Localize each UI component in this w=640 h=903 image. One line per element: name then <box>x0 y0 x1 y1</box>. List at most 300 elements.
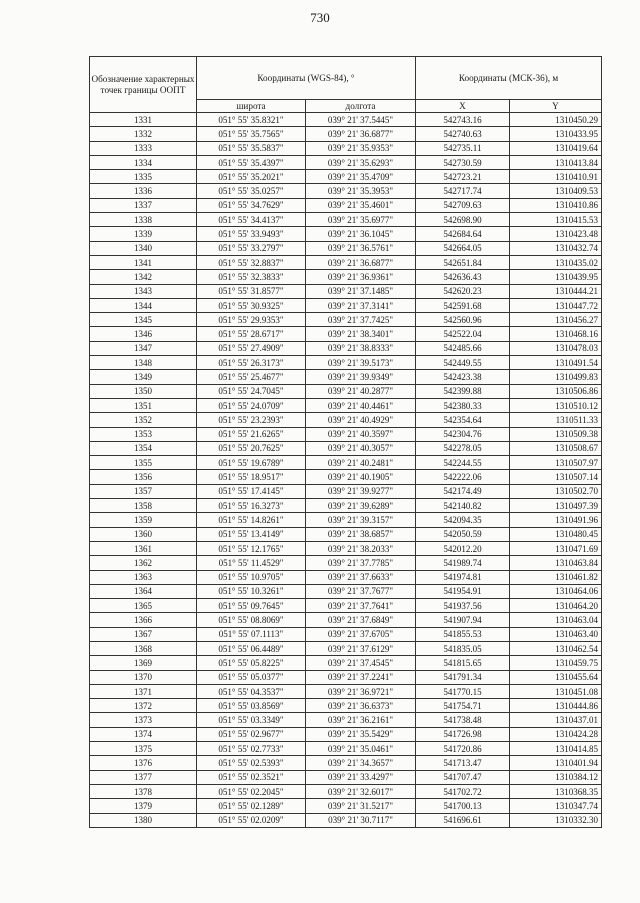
y-cell: 1310463.04 <box>510 613 602 627</box>
x-cell: 542730.59 <box>416 155 510 169</box>
latitude-cell: 051° 55' 24.0709" <box>197 398 306 412</box>
y-cell: 1310459.75 <box>510 656 602 670</box>
point-id-cell: 1370 <box>90 670 197 684</box>
x-cell: 542050.59 <box>416 527 510 541</box>
y-cell: 1310384.12 <box>510 770 602 784</box>
table-row <box>90 470 602 484</box>
latitude-cell: 051° 55' 02.3521" <box>197 770 306 784</box>
x-cell: 542094.35 <box>416 513 510 527</box>
latitude-cell: 051° 55' 02.7733" <box>197 742 306 756</box>
point-id-cell: 1351 <box>90 398 197 412</box>
y-cell: 1310507.14 <box>510 470 602 484</box>
point-id-cell: 1343 <box>90 284 197 298</box>
point-id-cell: 1380 <box>90 813 197 827</box>
header-wgs84: Координаты (WGS-84), ° <box>197 57 416 100</box>
x-cell: 542620.23 <box>416 284 510 298</box>
table-row <box>90 198 602 212</box>
y-cell: 1310433.95 <box>510 127 602 141</box>
longitude-cell: 039° 21' 37.7641" <box>306 599 416 613</box>
longitude-cell: 039° 21' 40.3597" <box>306 427 416 441</box>
table-row <box>90 670 602 684</box>
longitude-cell: 039° 21' 39.9277" <box>306 484 416 498</box>
point-id-cell: 1350 <box>90 384 197 398</box>
longitude-cell: 039° 21' 37.6705" <box>306 627 416 641</box>
table-row <box>90 656 602 670</box>
table-row <box>90 713 602 727</box>
point-id-cell: 1363 <box>90 570 197 584</box>
y-cell: 1310491.54 <box>510 356 602 370</box>
longitude-cell: 039° 21' 35.4601" <box>306 198 416 212</box>
longitude-cell: 039° 21' 40.4461" <box>306 398 416 412</box>
x-cell: 541815.65 <box>416 656 510 670</box>
latitude-cell: 051° 55' 35.4397" <box>197 155 306 169</box>
latitude-cell: 051° 55' 14.8261" <box>197 513 306 527</box>
point-id-cell: 1344 <box>90 298 197 312</box>
x-cell: 542717.74 <box>416 184 510 198</box>
y-cell: 1310461.82 <box>510 570 602 584</box>
latitude-cell: 051° 55' 32.8837" <box>197 255 306 269</box>
table-row <box>90 813 602 827</box>
latitude-cell: 051° 55' 02.5393" <box>197 756 306 770</box>
longitude-cell: 039° 21' 37.2241" <box>306 670 416 684</box>
point-id-cell: 1374 <box>90 727 197 741</box>
point-id-cell: 1352 <box>90 413 197 427</box>
x-cell: 541702.72 <box>416 784 510 798</box>
y-cell: 1310506.86 <box>510 384 602 398</box>
point-id-cell: 1333 <box>90 141 197 155</box>
latitude-cell: 051° 55' 06.4489" <box>197 641 306 655</box>
x-cell: 542174.49 <box>416 484 510 498</box>
table-row <box>90 284 602 298</box>
y-cell: 1310499.83 <box>510 370 602 384</box>
table-row <box>90 784 602 798</box>
point-id-cell: 1346 <box>90 327 197 341</box>
longitude-cell: 039° 21' 36.2161" <box>306 713 416 727</box>
latitude-cell: 051° 55' 11.4529" <box>197 556 306 570</box>
latitude-cell: 051° 55' 03.8569" <box>197 699 306 713</box>
x-cell: 541974.81 <box>416 570 510 584</box>
point-id-cell: 1366 <box>90 613 197 627</box>
longitude-cell: 039° 21' 40.3057" <box>306 441 416 455</box>
point-id-cell: 1361 <box>90 541 197 555</box>
y-cell: 1310413.84 <box>510 155 602 169</box>
header-points: Обозначение характерных точек границы ООПТ <box>90 57 197 113</box>
x-cell: 542140.82 <box>416 499 510 513</box>
latitude-cell: 051° 55' 27.4909" <box>197 341 306 355</box>
x-cell: 541907.94 <box>416 613 510 627</box>
latitude-cell: 051° 55' 02.1289" <box>197 799 306 813</box>
longitude-cell: 039° 21' 39.3157" <box>306 513 416 527</box>
longitude-cell: 039° 21' 36.1045" <box>306 227 416 241</box>
table-row <box>90 341 602 355</box>
x-cell: 542012.20 <box>416 541 510 555</box>
longitude-cell: 039° 21' 30.7117" <box>306 813 416 827</box>
latitude-cell: 051° 55' 33.9493" <box>197 227 306 241</box>
x-cell: 541989.74 <box>416 556 510 570</box>
y-cell: 1310497.39 <box>510 499 602 513</box>
longitude-cell: 039° 21' 38.2033" <box>306 541 416 555</box>
y-cell: 1310410.91 <box>510 170 602 184</box>
x-cell: 542698.90 <box>416 213 510 227</box>
y-cell: 1310507.97 <box>510 456 602 470</box>
x-cell: 542591.68 <box>416 298 510 312</box>
x-cell: 542709.63 <box>416 198 510 212</box>
point-id-cell: 1358 <box>90 499 197 513</box>
longitude-cell: 039° 21' 40.4929" <box>306 413 416 427</box>
longitude-cell: 039° 21' 39.9349" <box>306 370 416 384</box>
latitude-cell: 051° 55' 24.7045" <box>197 384 306 398</box>
table-row <box>90 570 602 584</box>
latitude-cell: 051° 55' 21.6265" <box>197 427 306 441</box>
y-cell: 1310423.48 <box>510 227 602 241</box>
point-id-cell: 1357 <box>90 484 197 498</box>
header-y: Y <box>510 100 602 113</box>
table-row <box>90 398 602 412</box>
longitude-cell: 039° 21' 37.1485" <box>306 284 416 298</box>
latitude-cell: 051° 55' 35.0257" <box>197 184 306 198</box>
y-cell: 1310414.85 <box>510 742 602 756</box>
point-id-cell: 1376 <box>90 756 197 770</box>
x-cell: 542423.38 <box>416 370 510 384</box>
table-row <box>90 170 602 184</box>
longitude-cell: 039° 21' 35.6293" <box>306 155 416 169</box>
point-id-cell: 1340 <box>90 241 197 255</box>
longitude-cell: 039° 21' 38.6857" <box>306 527 416 541</box>
latitude-cell: 051° 55' 19.6789" <box>197 456 306 470</box>
table-row <box>90 270 602 284</box>
longitude-cell: 039° 21' 35.6977" <box>306 213 416 227</box>
y-cell: 1310510.12 <box>510 398 602 412</box>
longitude-cell: 039° 21' 40.1905" <box>306 470 416 484</box>
table-row <box>90 213 602 227</box>
y-cell: 1310511.33 <box>510 413 602 427</box>
longitude-cell: 039° 21' 36.6877" <box>306 255 416 269</box>
point-id-cell: 1337 <box>90 198 197 212</box>
header-longitude: долгота <box>306 100 416 113</box>
point-id-cell: 1342 <box>90 270 197 284</box>
point-id-cell: 1345 <box>90 313 197 327</box>
longitude-cell: 039° 21' 35.3953" <box>306 184 416 198</box>
latitude-cell: 051° 55' 29.9353" <box>197 313 306 327</box>
y-cell: 1310464.20 <box>510 599 602 613</box>
x-cell: 542743.16 <box>416 113 510 127</box>
table-row <box>90 441 602 455</box>
latitude-cell: 051° 55' 32.3833" <box>197 270 306 284</box>
latitude-cell: 051° 55' 04.3537" <box>197 684 306 698</box>
table-row <box>90 127 602 141</box>
latitude-cell: 051° 55' 20.7625" <box>197 441 306 455</box>
x-cell: 542664.05 <box>416 241 510 255</box>
y-cell: 1310437.01 <box>510 713 602 727</box>
y-cell: 1310419.64 <box>510 141 602 155</box>
point-id-cell: 1379 <box>90 799 197 813</box>
point-id-cell: 1355 <box>90 456 197 470</box>
point-id-cell: 1356 <box>90 470 197 484</box>
longitude-cell: 039° 21' 37.3141" <box>306 298 416 312</box>
x-cell: 542222.06 <box>416 470 510 484</box>
longitude-cell: 039° 21' 37.4545" <box>306 656 416 670</box>
table-row <box>90 699 602 713</box>
point-id-cell: 1339 <box>90 227 197 241</box>
x-cell: 541770.15 <box>416 684 510 698</box>
point-id-cell: 1338 <box>90 213 197 227</box>
table-row <box>90 155 602 169</box>
table-row <box>90 227 602 241</box>
latitude-cell: 051° 55' 26.3173" <box>197 356 306 370</box>
latitude-cell: 051° 55' 35.7565" <box>197 127 306 141</box>
y-cell: 1310447.72 <box>510 298 602 312</box>
latitude-cell: 051° 55' 33.2797" <box>197 241 306 255</box>
latitude-cell: 051° 55' 17.4145" <box>197 484 306 498</box>
point-id-cell: 1369 <box>90 656 197 670</box>
point-id-cell: 1365 <box>90 599 197 613</box>
longitude-cell: 039° 21' 36.6373" <box>306 699 416 713</box>
longitude-cell: 039° 21' 35.4709" <box>306 170 416 184</box>
point-id-cell: 1373 <box>90 713 197 727</box>
x-cell: 541726.98 <box>416 727 510 741</box>
y-cell: 1310468.16 <box>510 327 602 341</box>
x-cell: 541954.91 <box>416 584 510 598</box>
latitude-cell: 051° 55' 02.0209" <box>197 813 306 827</box>
x-cell: 542723.21 <box>416 170 510 184</box>
coordinates-table <box>89 56 602 828</box>
table-row <box>90 484 602 498</box>
y-cell: 1310444.86 <box>510 699 602 713</box>
latitude-cell: 051° 55' 05.8225" <box>197 656 306 670</box>
table-row <box>90 513 602 527</box>
point-id-cell: 1378 <box>90 784 197 798</box>
x-cell: 542354.64 <box>416 413 510 427</box>
x-cell: 542244.55 <box>416 456 510 470</box>
longitude-cell: 039° 21' 36.9721" <box>306 684 416 698</box>
point-id-cell: 1341 <box>90 255 197 269</box>
table-row <box>90 141 602 155</box>
x-cell: 542560.96 <box>416 313 510 327</box>
table-row <box>90 727 602 741</box>
y-cell: 1310415.53 <box>510 213 602 227</box>
y-cell: 1310502.70 <box>510 484 602 498</box>
page-number: 730 <box>310 10 330 25</box>
longitude-cell: 039° 21' 37.7785" <box>306 556 416 570</box>
table-row <box>90 356 602 370</box>
y-cell: 1310463.84 <box>510 556 602 570</box>
latitude-cell: 051° 55' 07.1113" <box>197 627 306 641</box>
latitude-cell: 051° 55' 18.9517" <box>197 470 306 484</box>
y-cell: 1310368.35 <box>510 784 602 798</box>
header-msk36: Координаты (МСК-36), м <box>416 57 602 100</box>
latitude-cell: 051° 55' 05.0377" <box>197 670 306 684</box>
longitude-cell: 039° 21' 40.2481" <box>306 456 416 470</box>
table-row <box>90 370 602 384</box>
latitude-cell: 051° 55' 35.5837" <box>197 141 306 155</box>
y-cell: 1310491.96 <box>510 513 602 527</box>
longitude-cell: 039° 21' 32.6017" <box>306 784 416 798</box>
y-cell: 1310409.53 <box>510 184 602 198</box>
point-id-cell: 1331 <box>90 113 197 127</box>
header-x: X <box>416 100 510 113</box>
table-row <box>90 770 602 784</box>
longitude-cell: 039° 21' 39.5173" <box>306 356 416 370</box>
y-cell: 1310480.45 <box>510 527 602 541</box>
latitude-cell: 051° 55' 12.1765" <box>197 541 306 555</box>
latitude-cell: 051° 55' 35.8321" <box>197 113 306 127</box>
x-cell: 541855.53 <box>416 627 510 641</box>
longitude-cell: 039° 21' 36.6877" <box>306 127 416 141</box>
y-cell: 1310464.06 <box>510 584 602 598</box>
x-cell: 542735.11 <box>416 141 510 155</box>
longitude-cell: 039° 21' 37.5445" <box>306 113 416 127</box>
latitude-cell: 051° 55' 35.2021" <box>197 170 306 184</box>
x-cell: 541754.71 <box>416 699 510 713</box>
point-id-cell: 1371 <box>90 684 197 698</box>
longitude-cell: 039° 21' 33.4297" <box>306 770 416 784</box>
y-cell: 1310451.08 <box>510 684 602 698</box>
point-id-cell: 1335 <box>90 170 197 184</box>
point-id-cell: 1336 <box>90 184 197 198</box>
longitude-cell: 039° 21' 34.3657" <box>306 756 416 770</box>
latitude-cell: 051° 55' 28.6717" <box>197 327 306 341</box>
point-id-cell: 1332 <box>90 127 197 141</box>
latitude-cell: 051° 55' 25.4677" <box>197 370 306 384</box>
y-cell: 1310444.21 <box>510 284 602 298</box>
point-id-cell: 1348 <box>90 356 197 370</box>
point-id-cell: 1367 <box>90 627 197 641</box>
table-row <box>90 456 602 470</box>
latitude-cell: 051° 55' 10.9705" <box>197 570 306 584</box>
longitude-cell: 039° 21' 31.5217" <box>306 799 416 813</box>
latitude-cell: 051° 55' 16.3273" <box>197 499 306 513</box>
x-cell: 541835.05 <box>416 641 510 655</box>
table-row <box>90 556 602 570</box>
point-id-cell: 1360 <box>90 527 197 541</box>
table-row <box>90 541 602 555</box>
table-row <box>90 641 602 655</box>
y-cell: 1310332.30 <box>510 813 602 827</box>
y-cell: 1310401.94 <box>510 756 602 770</box>
latitude-cell: 051° 55' 31.8577" <box>197 284 306 298</box>
longitude-cell: 039° 21' 37.6633" <box>306 570 416 584</box>
point-id-cell: 1354 <box>90 441 197 455</box>
longitude-cell: 039° 21' 39.6289" <box>306 499 416 513</box>
x-cell: 541738.48 <box>416 713 510 727</box>
x-cell: 542304.76 <box>416 427 510 441</box>
y-cell: 1310463.40 <box>510 627 602 641</box>
table-row <box>90 255 602 269</box>
point-id-cell: 1377 <box>90 770 197 784</box>
latitude-cell: 051° 55' 03.3349" <box>197 713 306 727</box>
latitude-cell: 051° 55' 30.9325" <box>197 298 306 312</box>
y-cell: 1310455.64 <box>510 670 602 684</box>
latitude-cell: 051° 55' 23.2393" <box>197 413 306 427</box>
y-cell: 1310347.74 <box>510 799 602 813</box>
table-body <box>90 113 602 828</box>
latitude-cell: 051° 55' 10.3261" <box>197 584 306 598</box>
x-cell: 541713.47 <box>416 756 510 770</box>
x-cell: 542522.04 <box>416 327 510 341</box>
latitude-cell: 051° 55' 34.7629" <box>197 198 306 212</box>
table-row <box>90 427 602 441</box>
x-cell: 541720.86 <box>416 742 510 756</box>
point-id-cell: 1347 <box>90 341 197 355</box>
point-id-cell: 1364 <box>90 584 197 598</box>
table-row <box>90 756 602 770</box>
latitude-cell: 051° 55' 09.7645" <box>197 599 306 613</box>
y-cell: 1310439.95 <box>510 270 602 284</box>
latitude-cell: 051° 55' 34.4137" <box>197 213 306 227</box>
table-row <box>90 742 602 756</box>
point-id-cell: 1359 <box>90 513 197 527</box>
table-row <box>90 684 602 698</box>
x-cell: 542449.55 <box>416 356 510 370</box>
x-cell: 542651.84 <box>416 255 510 269</box>
table-row <box>90 241 602 255</box>
table-row <box>90 527 602 541</box>
x-cell: 542278.05 <box>416 441 510 455</box>
x-cell: 542636.43 <box>416 270 510 284</box>
y-cell: 1310432.74 <box>510 241 602 255</box>
longitude-cell: 039° 21' 35.0461" <box>306 742 416 756</box>
point-id-cell: 1362 <box>90 556 197 570</box>
table-row <box>90 499 602 513</box>
table-row <box>90 613 602 627</box>
x-cell: 542740.63 <box>416 127 510 141</box>
x-cell: 542684.64 <box>416 227 510 241</box>
table-row <box>90 627 602 641</box>
longitude-cell: 039° 21' 36.9361" <box>306 270 416 284</box>
y-cell: 1310462.54 <box>510 641 602 655</box>
longitude-cell: 039° 21' 35.5429" <box>306 727 416 741</box>
header-latitude: широта <box>197 100 306 113</box>
longitude-cell: 039° 21' 37.7677" <box>306 584 416 598</box>
table-row <box>90 298 602 312</box>
longitude-cell: 039° 21' 38.3401" <box>306 327 416 341</box>
point-id-cell: 1375 <box>90 742 197 756</box>
y-cell: 1310450.29 <box>510 113 602 127</box>
table-row <box>90 799 602 813</box>
x-cell: 542380.33 <box>416 398 510 412</box>
point-id-cell: 1372 <box>90 699 197 713</box>
x-cell: 541696.61 <box>416 813 510 827</box>
latitude-cell: 051° 55' 08.8069" <box>197 613 306 627</box>
y-cell: 1310424.28 <box>510 727 602 741</box>
point-id-cell: 1349 <box>90 370 197 384</box>
longitude-cell: 039° 21' 37.7425" <box>306 313 416 327</box>
y-cell: 1310410.86 <box>510 198 602 212</box>
longitude-cell: 039° 21' 37.6849" <box>306 613 416 627</box>
table-row <box>90 313 602 327</box>
table-row <box>90 384 602 398</box>
latitude-cell: 051° 55' 13.4149" <box>197 527 306 541</box>
table-row <box>90 113 602 127</box>
y-cell: 1310508.67 <box>510 441 602 455</box>
x-cell: 541707.47 <box>416 770 510 784</box>
table-row <box>90 599 602 613</box>
latitude-cell: 051° 55' 02.2045" <box>197 784 306 798</box>
y-cell: 1310509.38 <box>510 427 602 441</box>
y-cell: 1310456.27 <box>510 313 602 327</box>
table-row <box>90 184 602 198</box>
table-row <box>90 327 602 341</box>
point-id-cell: 1334 <box>90 155 197 169</box>
point-id-cell: 1368 <box>90 641 197 655</box>
longitude-cell: 039° 21' 38.8333" <box>306 341 416 355</box>
longitude-cell: 039° 21' 35.9353" <box>306 141 416 155</box>
longitude-cell: 039° 21' 40.2877" <box>306 384 416 398</box>
latitude-cell: 051° 55' 02.9677" <box>197 727 306 741</box>
y-cell: 1310435.02 <box>510 255 602 269</box>
point-id-cell: 1353 <box>90 427 197 441</box>
y-cell: 1310478.03 <box>510 341 602 355</box>
